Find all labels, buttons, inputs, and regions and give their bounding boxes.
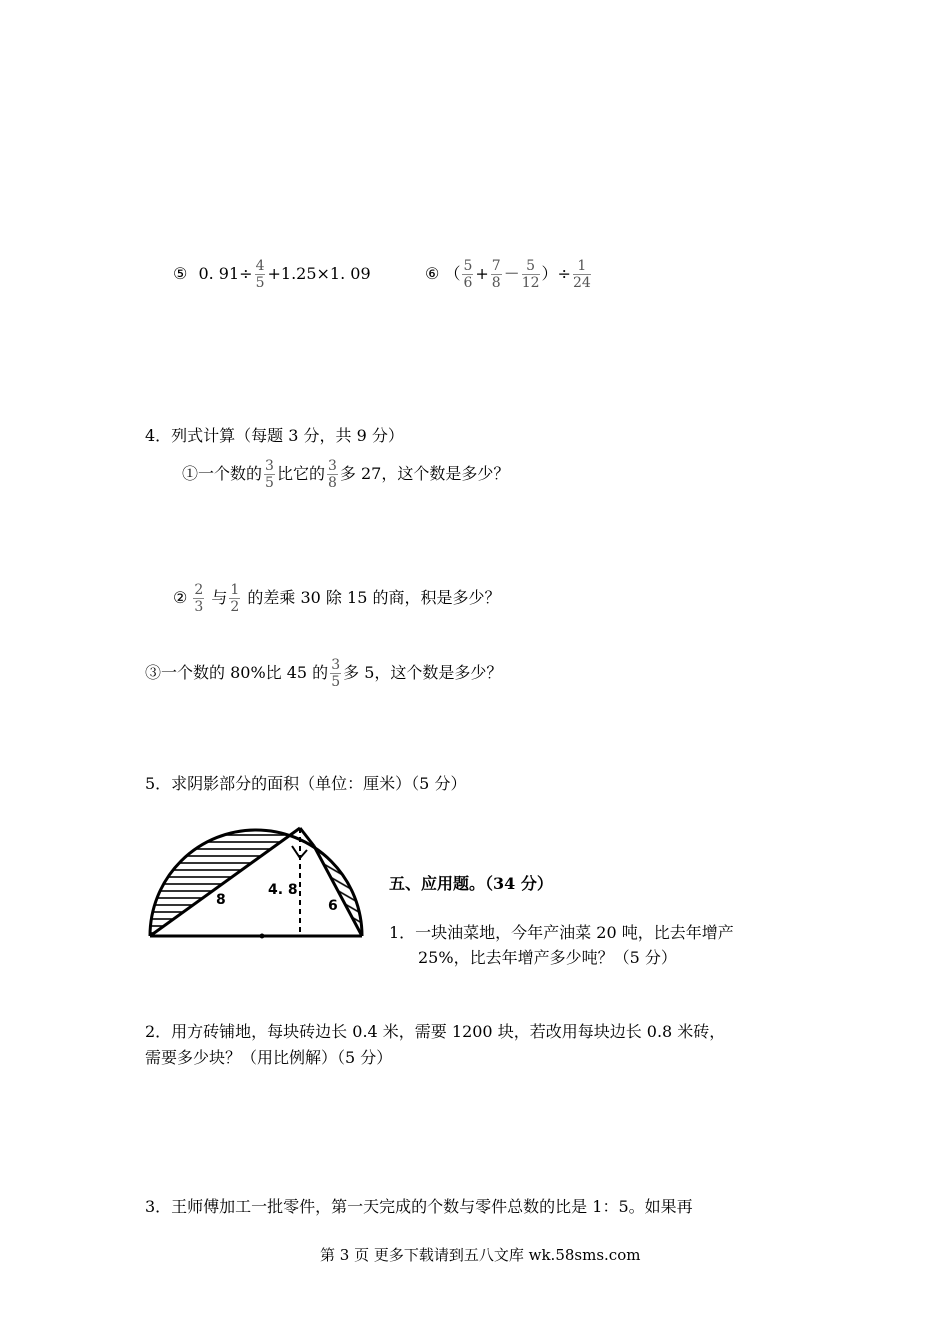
height-label: 4. 8 bbox=[268, 882, 298, 898]
fraction: $\frac{3}{5}$ bbox=[331, 657, 341, 690]
app-problem-1-line2: 25%，比去年增产多少吨？（5 分） bbox=[418, 948, 677, 967]
fraction: $\frac{5}{12}$ bbox=[521, 258, 540, 291]
section-4-heading: 4．列式计算（每题 3 分，共 9 分） bbox=[145, 426, 404, 445]
fraction: $\frac{1}{24}$ bbox=[572, 258, 591, 291]
page-footer: 第 3 页 更多下载请到五八文库 wk.58sms.com bbox=[320, 1246, 641, 1264]
app-problem-1-line1: 1．一块油菜地，今年产油菜 20 吨，比去年增产 bbox=[389, 923, 734, 942]
app-problem-3-line1: 3．王师傅加工一批零件，第一天完成的个数与零件总数的比是 1：5。如果再 bbox=[145, 1197, 693, 1216]
problem-4-1: ①一个数的 $\frac{3}{5}$ 比它的 $\frac{3}{8}$ 多 27，这个数是多少？ bbox=[182, 458, 510, 491]
fraction: $\frac{3}{5}$ bbox=[265, 458, 274, 491]
side-label-8: 8 bbox=[216, 892, 226, 908]
expression-6: ⑥ （ $\frac{5}{6}$ + $\frac{7}{8}$ － $\frac{5}{12}$ ）÷ $\frac{1}{24}$ bbox=[425, 258, 591, 291]
shaded-area-figure bbox=[140, 818, 380, 948]
side-label-6: 6 bbox=[328, 898, 338, 914]
fraction: $\frac{2}{3}$ bbox=[194, 582, 204, 615]
expr-text: 0. 91÷ bbox=[198, 264, 253, 283]
fraction: $\frac{1}{2}$ bbox=[230, 582, 240, 615]
problem-4-3: ③一个数的 80%比 45 的 $\frac{3}{5}$ 多 5，这个数是多少？ bbox=[145, 657, 503, 690]
fraction: $\frac{5}{6}$ bbox=[463, 258, 473, 291]
app-problem-2-line2: 需要多少块？（用比例解）（5 分） bbox=[145, 1048, 393, 1067]
section-title: 五、应用题。（34 分） bbox=[389, 874, 553, 893]
fraction: $\frac{7}{8}$ bbox=[491, 258, 501, 291]
fraction: $\frac{3}{8}$ bbox=[327, 458, 337, 491]
item-label: ⑤ bbox=[173, 264, 188, 283]
app-problem-2-line1: 2．用方砖铺地，每块砖边长 0.4 米，需要 1200 块，若改用每块边长 0.8 米砖， bbox=[145, 1022, 726, 1041]
fraction: $\frac{4}{5}$ bbox=[255, 258, 265, 291]
expr-text: +1.25×1. 09 bbox=[267, 264, 371, 283]
problem-4-2: ② $\frac{2}{3}$ 与 $\frac{1}{2}$ 的差乘 30 除 15 的商，积是多少？ bbox=[173, 582, 501, 615]
item-label: ⑥ bbox=[425, 264, 440, 283]
expression-5 bbox=[173, 258, 371, 291]
section-5-heading: 5．求阴影部分的面积（单位：厘米）（5 分） bbox=[145, 774, 467, 793]
